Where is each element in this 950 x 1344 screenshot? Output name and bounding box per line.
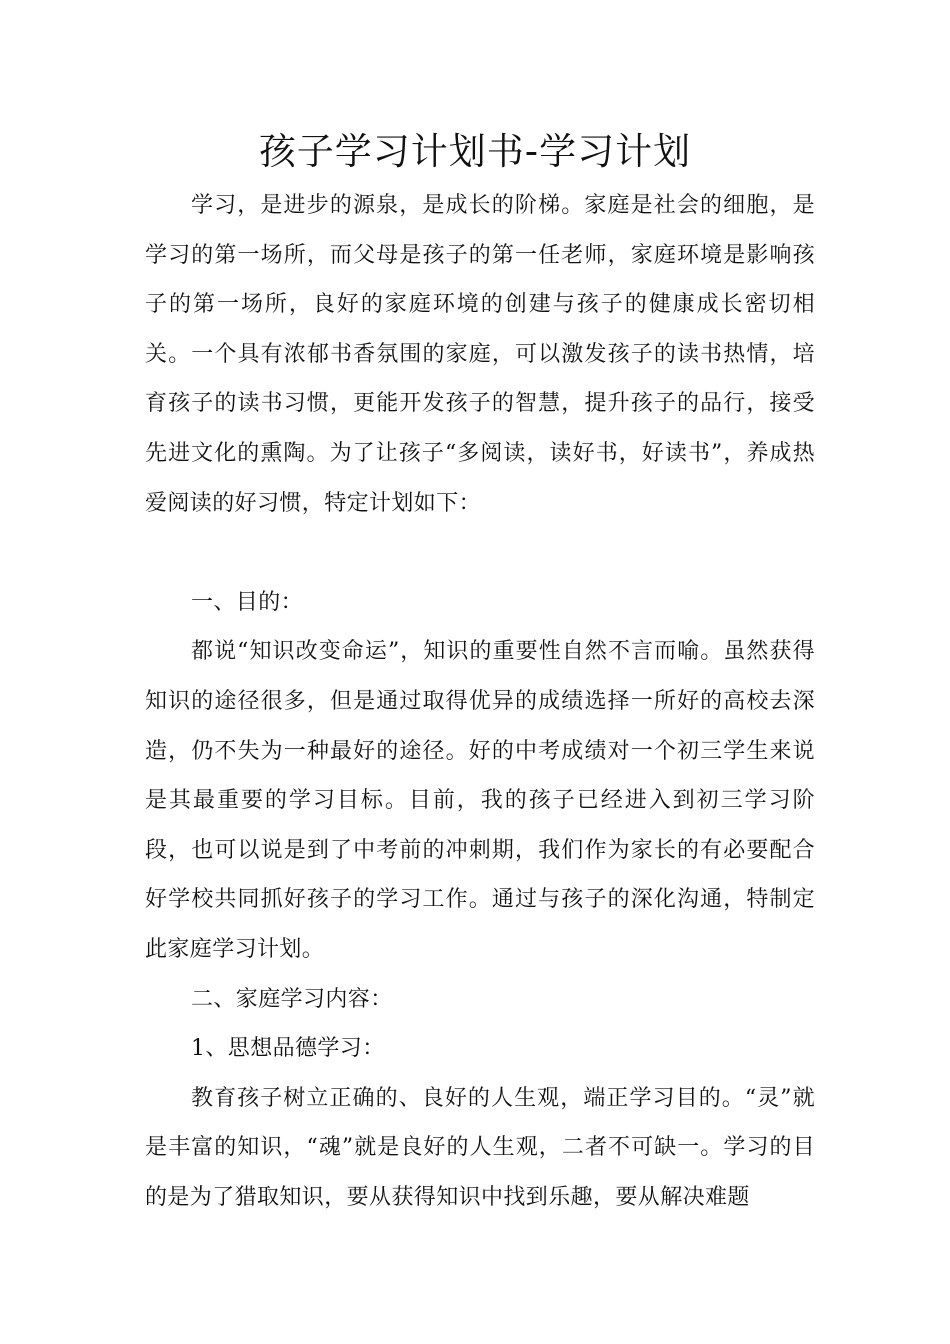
blank-line (145, 528, 815, 578)
subheading-moral-study: 1、思想品德学习： (191, 1036, 385, 1062)
document-body (145, 181, 815, 1222)
intro-paragraph: 学习，是进步的源泉，是成长的阶梯。家庭是社会的细胞，是学习的第一场所，而父母是孩子的第一任老师，家庭环境是影响孩子的第一场所，良好的家庭环境的创建与孩子的健康成长密切相关。一个具有浓郁书香氛围的家庭，可以激发孩子的读书热情，培育孩子的读书习惯，更能开发孩子的智慧，提升孩子的品行，接受先进文化的熏陶。为了让孩子“多阅读，读好书，好读书”，养成热爱阅读的好习惯，特定计划如下： (145, 193, 815, 516)
document-title: 孩子学习计划书-学习计划 (258, 130, 692, 173)
purpose-paragraph: 都说“知识改变命运”，知识的重要性自然不言而喻。虽然获得知识的途径很多，但是通过取得优异的成绩选择一所好的高校去深造，仍不失为一种最好的途径。好的中考成绩对一个初三学生来说是其最重要的学习目标。目前，我的孩子已经进入到初三学习阶段，也可以说是到了中考前的冲刺期，我们作为家长的有必要配合好学校共同抓好孩子的学习工作。通过与孩子的深化沟通，特制定此家庭学习计划。 (145, 639, 815, 962)
moral-study-paragraph: 教育孩子树立正确的、良好的人生观，端正学习目的。“灵”就是丰富的知识，“魂”就是良好的人生观，二者不可缺一。学习的目的是为了猎取知识，要从获得知识中找到乐趣，要从解决难题 (145, 1085, 815, 1210)
section-heading-purpose: 一、目的： (191, 589, 304, 615)
section-heading-content: 二、家庭学习内容： (191, 986, 393, 1012)
